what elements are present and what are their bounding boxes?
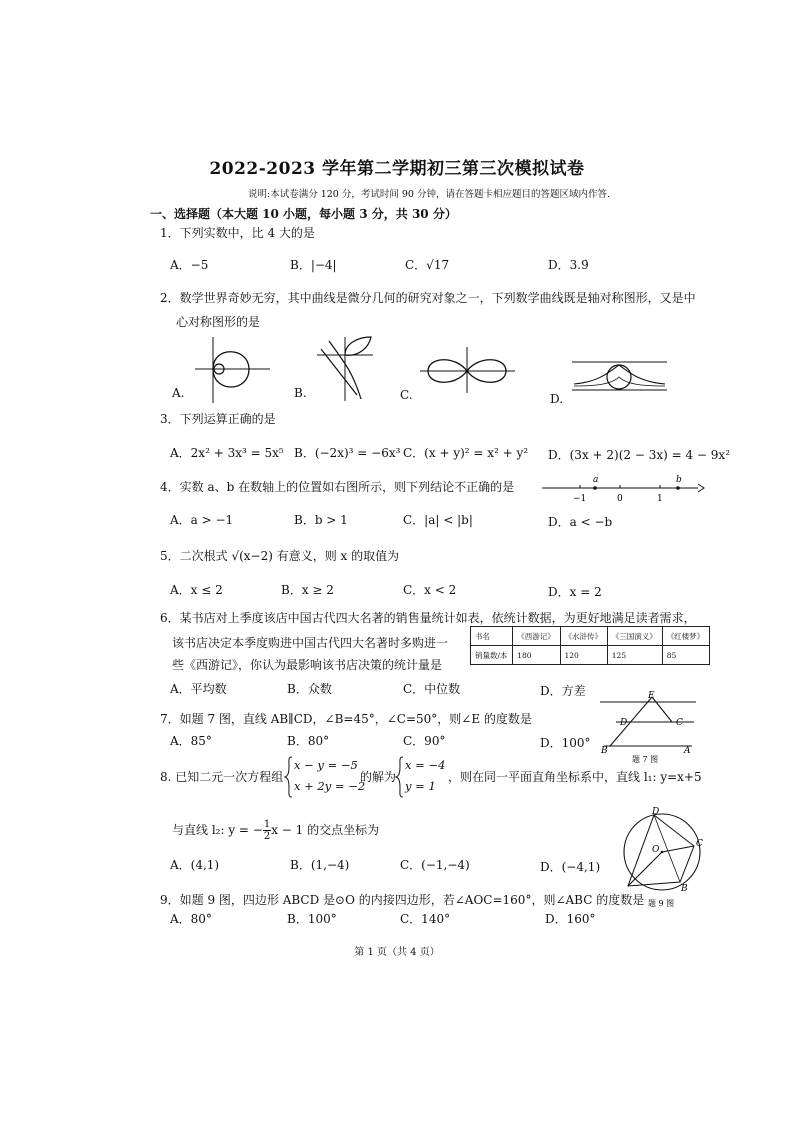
q4-option-d: D．a < −b [548,515,613,529]
q8-equation-1: x − y = −5 [294,758,358,772]
q7-label-b: B [601,746,608,756]
q9-label-b: B [681,884,688,894]
q2-figure-b [315,333,375,403]
q6-stem-line3: 些《西游记》，你认为最影响该书店决策的统计量是 [172,658,443,672]
section-heading: 一、选择题（本大题 10 小题，每小题 3 分，共 30 分） [150,207,457,221]
q2-option-b: B. [294,386,307,400]
q8-fraction [263,819,271,842]
q8-option-b: B．(1,−4) [290,858,350,872]
table-cell: 120 [560,646,607,665]
q8-solution-x: x = −4 [405,758,446,772]
q4-stem: 4．实数 a、b 在数轴上的位置如右图所示，则下列结论不正确的是 [160,480,515,494]
q1-option-d: D．3.9̇ [548,258,589,272]
q6-sales-table [470,626,710,665]
q4-tick-neg1: −1 [573,494,587,504]
q2-figure-a [195,335,270,405]
q7-label-e: E [648,691,655,701]
table-cell: 180 [513,646,560,665]
q6-stem-line2: 该书店决定本季度购进中国古代四大名著时多购进一 [172,636,449,650]
q9-label-o: O [652,845,660,855]
q8-line2-pre: 与直线 l₂: y = − [172,823,263,837]
q6-option-d: D．方差 [540,684,586,698]
q4-option-a: A．a > −1 [170,513,234,527]
q7-stem: 7．如题 7 图，直线 AB∥CD，∠B=45°，∠C=50°，则∠E 的度数是 [160,712,532,726]
table-header-cell: 《西游记》 [513,627,560,646]
q8-stem-pre: 8. 已知二元一次方程组 [160,770,284,784]
q2-option-a: A. [172,386,185,400]
q8-line2-post: x − 1 的交点坐标为 [271,823,380,837]
q4-point-b-label: b [676,475,682,485]
q2-stem-line2: 心对称图形的是 [176,315,261,329]
exam-title: 2022-2023 学年第二学期初三第三次模拟试卷 [209,159,585,179]
q6-stem-line1: 6．某书店对上季度该店中国古代四大名著的销售量统计如表，依统计数据，为更好地满足读者需求， [160,611,696,625]
q1-option-c: C．√17 [405,258,450,272]
q7-option-d: D．100° [540,736,591,750]
table-cell: 销量数/本 [471,646,513,665]
q2-stem-line1: 2．数学世界奇妙无穷，其中曲线是微分几何的研究对象之一，下列数学曲线既是轴对称图形，又是中 [160,291,696,305]
table-header-cell: 《红楼梦》 [662,627,709,646]
table-header-cell: 《水浒传》 [560,627,607,646]
q5-option-c: C．x < 2 [403,583,457,597]
table-row [471,646,710,665]
q2-figure-d [572,350,667,400]
q4-point-a-label: a [593,475,599,485]
q4-tick-0: 0 [617,494,623,504]
q6-option-b: B．众数 [287,682,332,696]
q8-brace-left [284,756,294,798]
q8-stem-post: ，则在同一平面直角坐标系中，直线 l₁: y=x+5 [448,770,702,784]
q4-option-c: C．|a| < |b| [403,513,473,527]
q5-option-d: D．x = 2 [548,585,602,599]
table-header-cell: 《三国演义》 [607,627,662,646]
exam-instructions: 说明:本试卷满分 120 分，考试时间 90 分钟，请在答题卡相应题目的答题区域内作答. [248,189,611,200]
q3-stem: 3．下列运算正确的是 [160,412,276,426]
q2-option-c: C. [400,388,413,402]
table-cell: 125 [607,646,662,665]
q7-label-a: A [684,746,691,756]
q7-caption: 题 7 图 [632,755,659,764]
q9-option-d: D．160° [545,912,596,926]
q8-brace-right [395,756,405,798]
q9-option-b: B．100° [287,912,337,926]
q3-option-c: C．(x + y)² = x² + y² [403,446,529,460]
page-footer: 第 1 页（共 4 页） [354,947,440,958]
table-header-row [471,627,710,646]
q7-option-b: B．80° [287,734,330,748]
q9-stem: 9．如题 9 图，四边形 ABCD 是⊙O 的内接四边形，若∠AOC=160°，则∠ABC 的度数是 [160,893,645,907]
q4-number-line [540,472,705,504]
q8-stem-mid: 的解为 [360,770,397,784]
q8-line2 [172,819,379,842]
q8-solution-y: y = 1 [405,779,436,793]
q7-figure [596,688,698,764]
q9-option-c: C．140° [400,912,451,926]
q4-option-b: B．b > 1 [294,513,348,527]
q2-option-d: D. [550,392,564,406]
q1-stem: 1．下列实数中，比 4 大的是 [160,226,315,240]
q9-label-d: D [652,807,660,817]
q1-option-b: B．|−4| [290,258,337,272]
q6-option-c: C．中位数 [403,682,461,696]
q8-fraction-denominator: 2 [263,831,271,842]
q5-option-a: A．x ≤ 2 [170,583,223,597]
q9-caption: 题 9 图 [648,899,675,908]
q7-option-c: C．90° [403,734,446,748]
q8-fraction-numerator: 1 [263,819,271,830]
q5-option-b: B．x ≥ 2 [281,583,334,597]
q5-stem: 5．二次根式 √(x−2) 有意义，则 x 的取值为 [160,549,400,563]
q7-label-d: D [620,718,628,728]
q2-figure-c [420,345,515,395]
q3-option-a: A．2x² + 3x³ = 5x⁵ [170,446,284,460]
q1-option-a: A．−5 [170,258,209,272]
q4-tick-1: 1 [657,494,663,504]
q9-option-a: A．80° [170,912,212,926]
q7-label-c: C [676,718,683,728]
table-cell: 85 [662,646,709,665]
q3-option-b: B．(−2x)³ = −6x³ [294,446,401,460]
table-header-cell: 书名 [471,627,513,646]
q6-option-a: A．平均数 [170,682,227,696]
q9-label-c: C [696,839,703,849]
q8-option-a: A．(4,1) [170,858,220,872]
q3-option-d: D．(3x + 2)(2 − 3x) = 4 − 9x² [548,448,731,462]
q8-option-d: D．(−4,1) [540,860,601,874]
q8-option-c: C．(−1,−4) [400,858,470,872]
q8-equation-2: x + 2y = −2 [294,779,366,793]
q7-option-a: A．85° [170,734,212,748]
